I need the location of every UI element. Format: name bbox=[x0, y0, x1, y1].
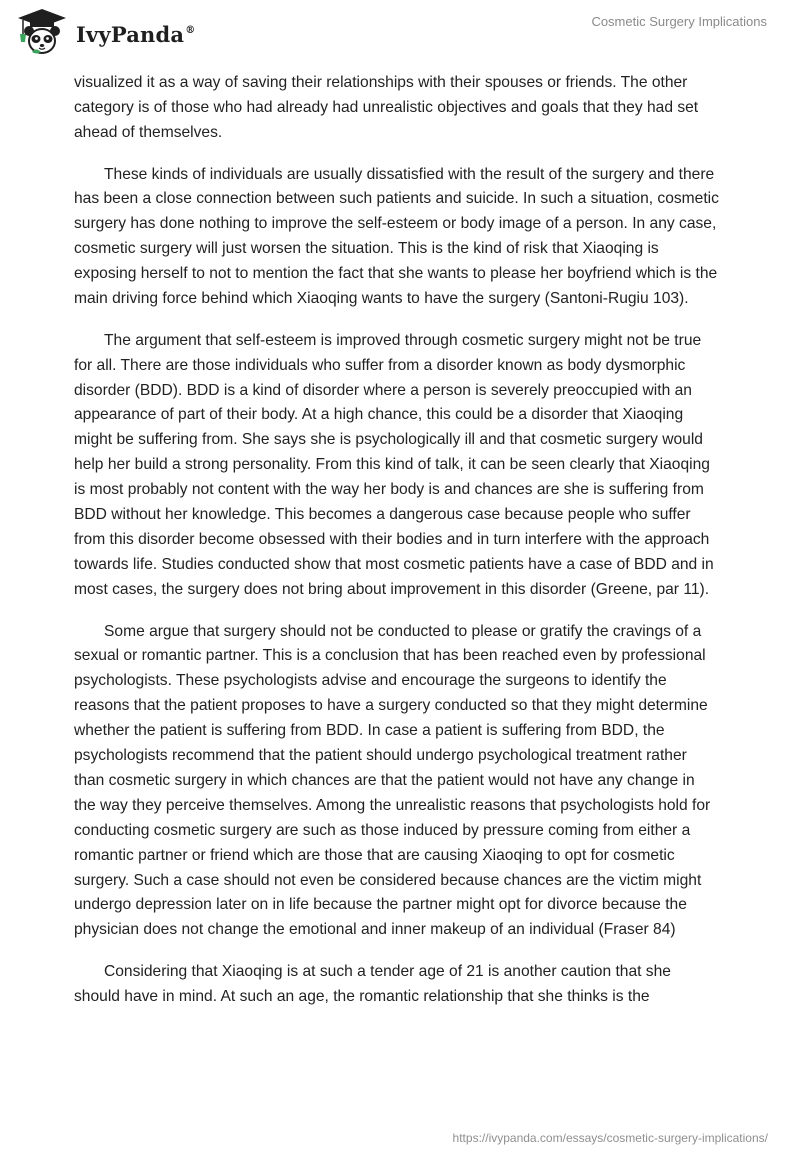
panda-graduate-icon bbox=[14, 8, 70, 58]
document-title: Cosmetic Surgery Implications bbox=[591, 14, 767, 29]
paragraph: The argument that self-esteem is improved through cosmetic surgery might not be true for all. There are those individuals who suffer from a disorder known as body dysmorphic disorder (BDD). BDD is a kind of disorder where a person is severely preoccupied with an appearance of part of their body. At a high chance, this could be a disorder that Xiaoqing might be suffering from. She says she is psychologically ill and that cosmetic surgery would help her build a strong personality. From this kind of talk, it can be seen clearly that Xiaoqing is most probably not content with the way her body is and chances are she is suffering from BDD without her knowledge. This becomes a dangerous case because people who suffer from this disorder become obsessed with their bodies and in turn interfere with the approach towards life. Studies conducted show that most cosmetic patients have a case of BDD and in most cases, the surgery does not bring about improvement in this disorder (Greene, par 11). bbox=[74, 331, 714, 598]
paragraph: These kinds of individuals are usually dissatisfied with the result of the surgery and there has been a close connection between such patients and suicide. In such a situation, cosmetic surgery has done nothing to improve the self-esteem or body image of a person. In any case, cosmetic surgery will just worsen the situation. This is the kind of risk that Xiaoqing is exposing herself to not to mention the fact that she wants to please her boyfriend which is the main driving force behind which Xiaoqing wants to have the surgery (Santoni-Rugiu 103). bbox=[74, 165, 719, 308]
source-url[interactable]: https://ivypanda.com/essays/cosmetic-surgery-implications/ bbox=[452, 1131, 768, 1145]
brand-name: IvyPanda® bbox=[76, 21, 196, 47]
ivypanda-logo[interactable] bbox=[14, 8, 195, 58]
essay-body bbox=[74, 71, 720, 1027]
paragraph-continued: visualized it as a way of saving their relationships with their spouses or friends. The other category is of those who had already had unrealistic objectives and goals that they had set ahead of themselves. bbox=[74, 74, 699, 141]
paragraph: Considering that Xiaoqing is at such a tender age of 21 is another caution that she should have in mind. At such an age, the romantic relationship that she thinks is the bbox=[74, 963, 671, 1005]
paragraph: Some argue that surgery should not be conducted to please or gratify the cravings of a sexual or romantic partner. This is a conclusion that has been reached even by professional psychologists. These psychologists advise and encourage the surgeons to identify the reasons that the patient proposes to have a surgery conducted so that they might determine whether the patient is suffering from BDD. In case a patient is suffering from BDD, the psychologists recommend that the patient should undergo psychological treatment rather than cosmetic surgery in which chances are that the patient would not have any change in the way they perceive themselves. Among the unrealistic reasons that psychologists hold for conducting cosmetic surgery are such as those induced by pressure coming from either a romantic partner or friend which are those that are causing Xiaoqing to opt for cosmetic surgery. Such a case should not even be considered because chances are the victim might undergo depression later on in life because the partner might opt for divorce because the physician does not change the emotional and inner makeup of an individual (Fraser 84) bbox=[74, 622, 711, 939]
page-header bbox=[0, 0, 800, 60]
